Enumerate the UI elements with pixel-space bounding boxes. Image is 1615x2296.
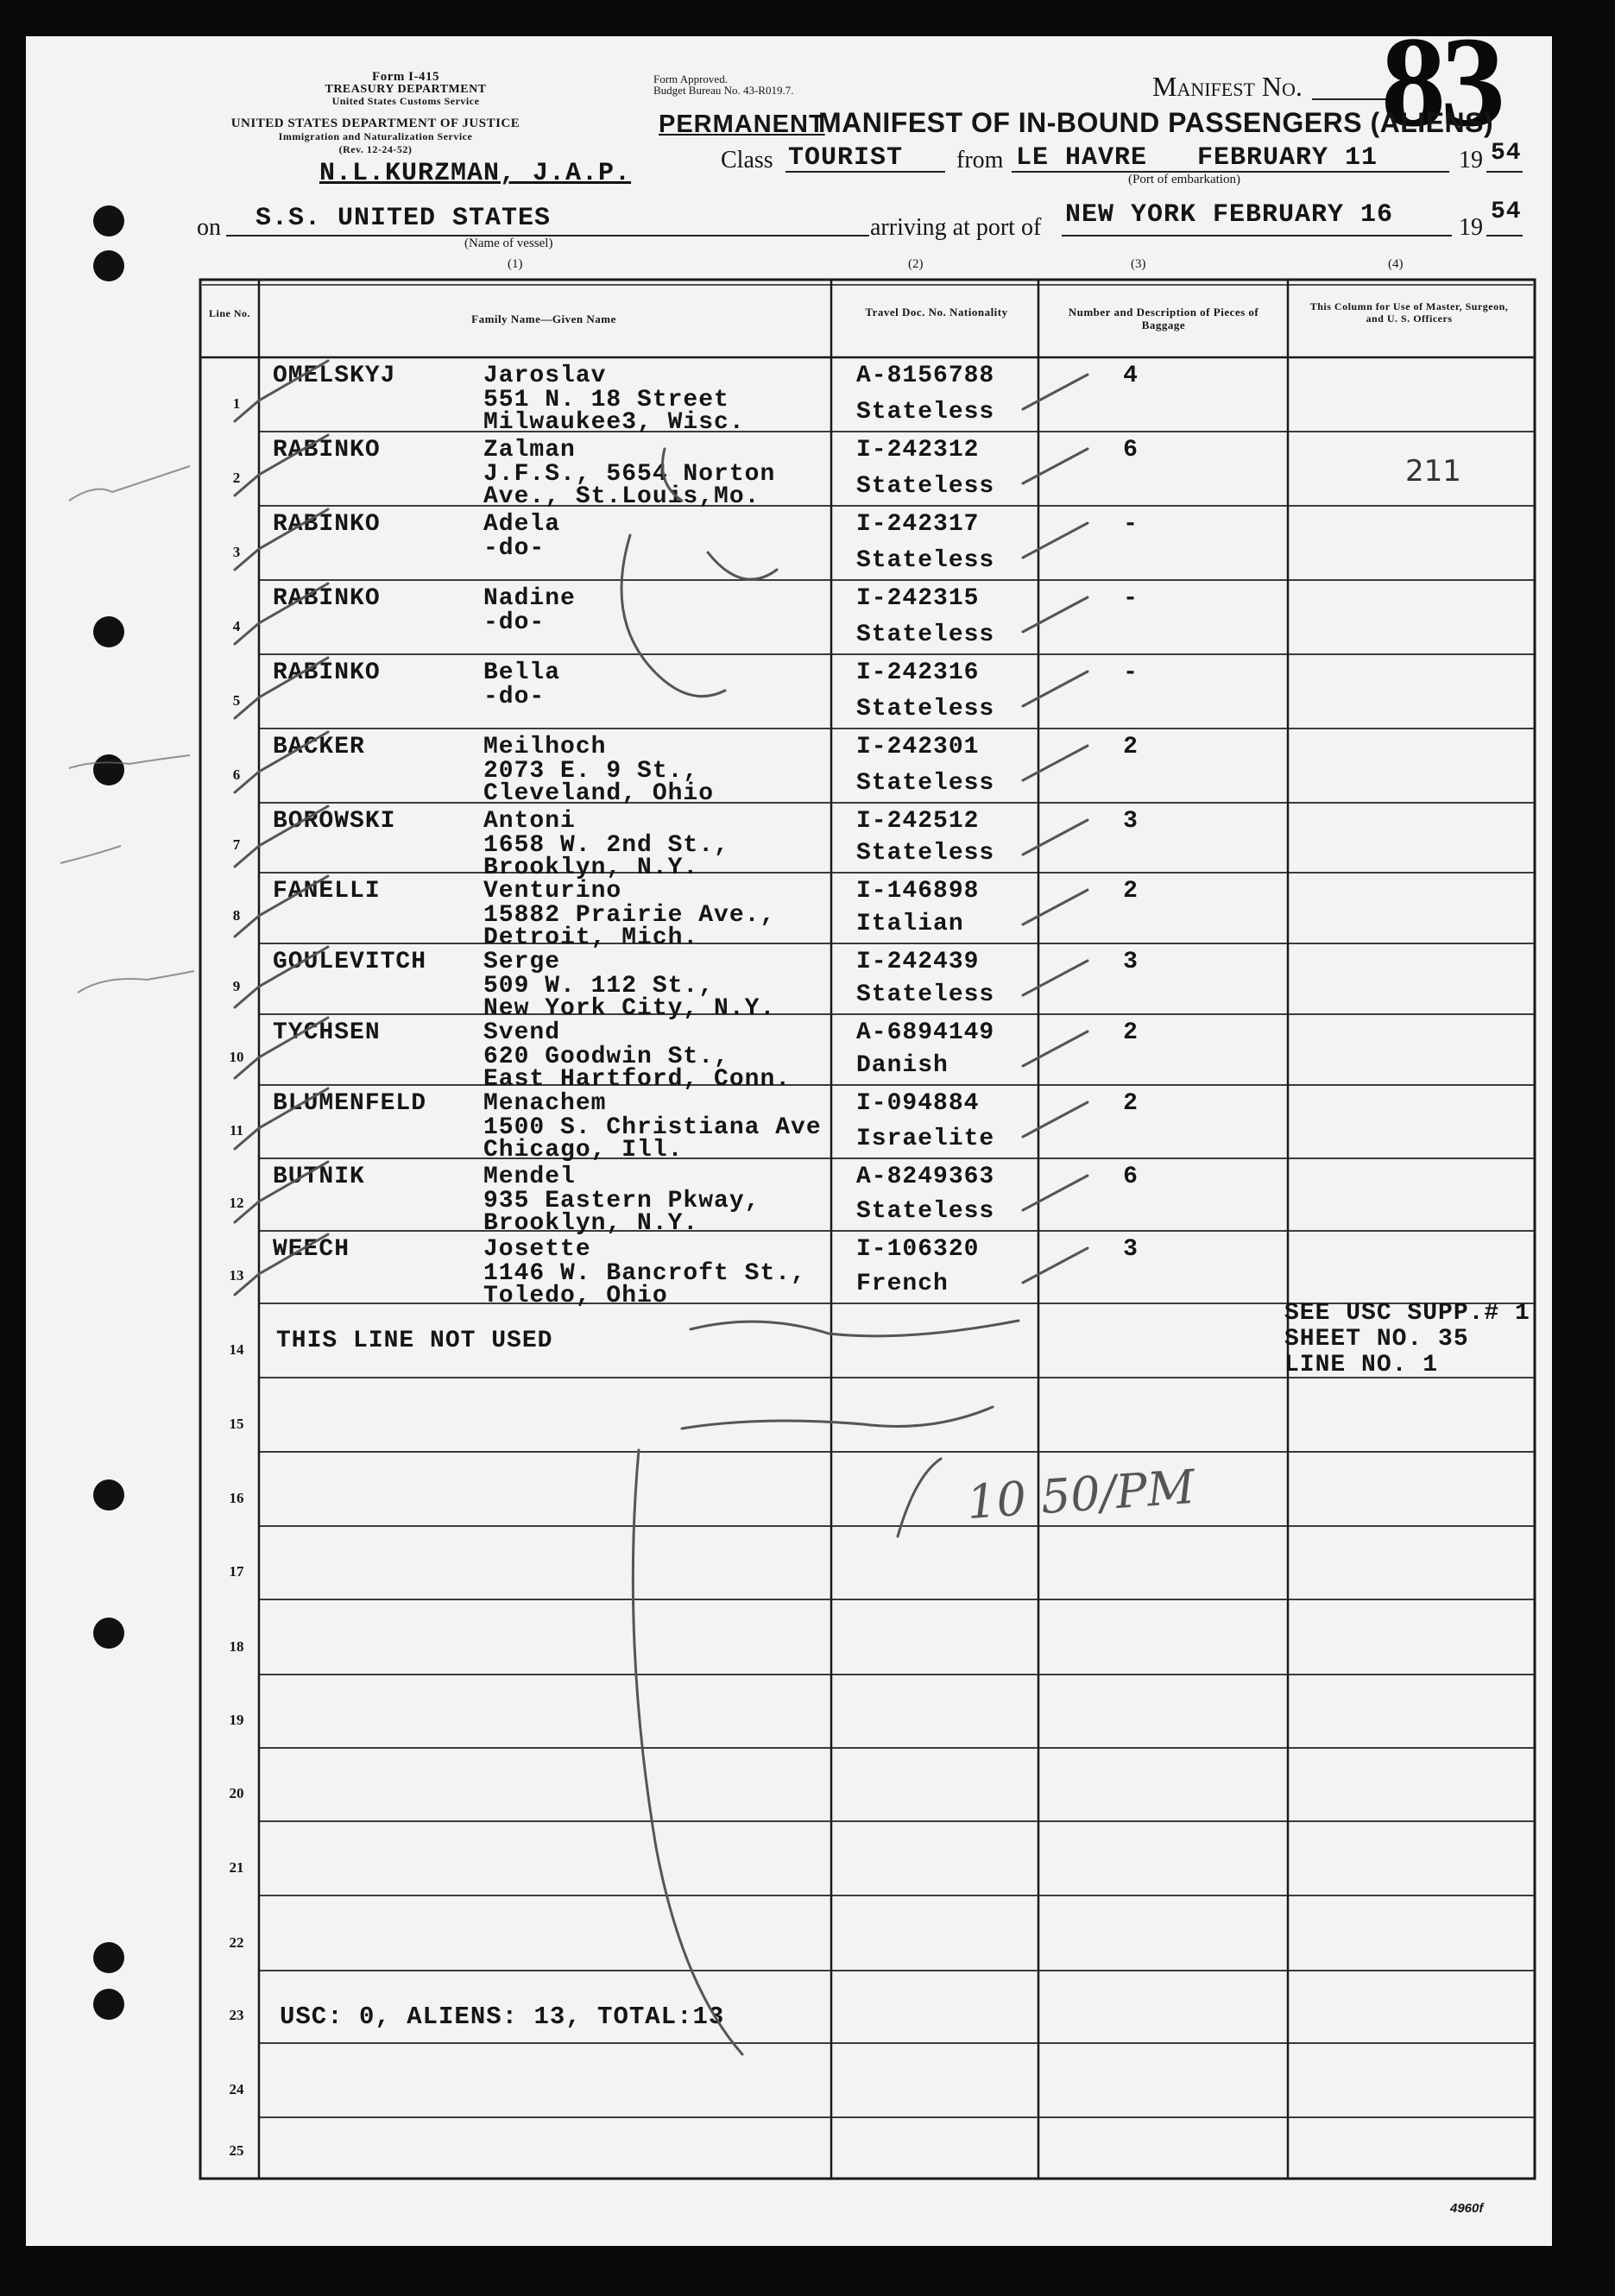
- officer-note: 211: [1405, 454, 1461, 489]
- family-name: FANELLI: [273, 878, 381, 905]
- line-number: 2: [232, 470, 241, 486]
- line-number: 6: [232, 766, 241, 783]
- line-number: 13: [229, 1267, 244, 1284]
- given-name: Jaroslav: [483, 363, 607, 389]
- nationality: Stateless: [856, 547, 995, 574]
- address-line-2: Brooklyn, N.Y.: [483, 855, 699, 881]
- travel-doc-no: I-242317: [856, 511, 980, 538]
- address-line-1: 15882 Prairie Ave.,: [483, 902, 776, 929]
- nationality: Italian: [856, 911, 964, 937]
- family-name: RABINKO: [273, 511, 381, 538]
- from-value: LE HAVRE: [1016, 143, 1148, 173]
- col-1-number: (1): [508, 257, 523, 271]
- address-line-1: -do-: [483, 609, 546, 636]
- nationality: Stateless: [856, 981, 995, 1008]
- baggage-count: 3: [1123, 949, 1139, 975]
- family-name: GOULEVITCH: [273, 949, 427, 975]
- nationality: French: [856, 1271, 949, 1297]
- line-number: 19: [229, 1712, 244, 1728]
- embark-date: FEBRUARY 11: [1197, 143, 1378, 173]
- customs-service: United States Customs Service: [331, 95, 480, 107]
- nationality: Stateless: [856, 1198, 995, 1225]
- line-number: 22: [229, 1934, 244, 1951]
- address-line-2: Brooklyn, N.Y.: [483, 1210, 699, 1237]
- line-not-used: THIS LINE NOT USED: [276, 1328, 553, 1354]
- address-line-2: Cleveland, Ohio: [483, 780, 715, 807]
- given-name: Antoni: [483, 808, 576, 835]
- line-number: 14: [229, 1341, 244, 1358]
- address-line-1: 1146 W. Bancroft St.,: [483, 1260, 806, 1287]
- port-caption: (Port of embarkation): [1128, 173, 1240, 186]
- address-line-1: -do-: [483, 684, 546, 710]
- revision-date: (Rev. 12-24-52): [338, 143, 413, 155]
- line-number: 16: [229, 1490, 244, 1506]
- given-name: Bella: [483, 659, 561, 686]
- col-4-number: (4): [1388, 257, 1404, 271]
- address-line-1: J.F.S., 5654 Norton: [483, 461, 776, 488]
- on-label: on: [197, 214, 221, 241]
- manifest-number: 83: [1381, 10, 1500, 154]
- travel-doc-no: A-8156788: [856, 363, 995, 389]
- ins-service: Immigration and Naturalization Service: [278, 130, 473, 142]
- nationality: Israelite: [856, 1126, 995, 1152]
- supp-note-1: SEE USC SUPP.# 1: [1284, 1300, 1530, 1327]
- line-number: 20: [229, 1785, 244, 1801]
- baggage-count: 2: [1123, 734, 1139, 760]
- travel-doc-no: I-242439: [856, 949, 980, 975]
- line-number: 1: [232, 395, 241, 412]
- given-name: Mendel: [483, 1164, 576, 1190]
- supp-note-3: LINE NO. 1: [1284, 1352, 1439, 1378]
- given-name: Svend: [483, 1019, 561, 1046]
- baggage-count: -: [1123, 585, 1139, 612]
- family-name: BUTNIK: [273, 1164, 365, 1190]
- header-line-no: Line No.: [208, 307, 250, 319]
- line-number: 8: [232, 907, 241, 924]
- line-number: 9: [232, 978, 241, 994]
- line-number: 4: [232, 618, 241, 634]
- line-number: 17: [229, 1563, 244, 1580]
- address-line-1: 1500 S. Christiana Ave: [483, 1114, 822, 1141]
- family-name: OMELSKYJ: [273, 363, 396, 389]
- given-name: Nadine: [483, 585, 576, 612]
- family-name: BOROWSKI: [273, 808, 396, 835]
- line-number: 3: [232, 544, 241, 560]
- line-number: 11: [229, 1122, 244, 1139]
- given-name: Menachem: [483, 1090, 607, 1117]
- given-name: Adela: [483, 511, 561, 538]
- header-officers: This Column for Use of Master, Surgeon, and U. S. Officers: [1309, 300, 1509, 325]
- year2-suffix: 54: [1491, 199, 1522, 225]
- address-line-1: -do-: [483, 535, 546, 562]
- nationality: Stateless: [856, 621, 995, 648]
- family-name: RABINKO: [273, 585, 381, 612]
- travel-doc-no: I-094884: [856, 1090, 980, 1117]
- treasury-dept: TREASURY DEPARTMENT: [325, 83, 487, 96]
- col-2-number: (2): [908, 257, 924, 271]
- baggage-count: 3: [1123, 808, 1139, 835]
- totals-summary: USC: 0, ALIENS: 13, TOTAL:13: [280, 2003, 725, 2031]
- form-number: Form I-415: [372, 70, 439, 84]
- baggage-count: -: [1123, 511, 1139, 538]
- address-line-1: 620 Goodwin St.,: [483, 1044, 729, 1070]
- line-number: 12: [229, 1195, 244, 1211]
- address-line-2: Detroit, Mich.: [483, 924, 699, 951]
- line-number: 21: [229, 1859, 244, 1876]
- travel-doc-no: I-242301: [856, 734, 980, 760]
- baggage-count: 2: [1123, 1090, 1139, 1117]
- address-line-2: East Hartford, Conn.: [483, 1066, 792, 1093]
- given-name: Venturino: [483, 878, 622, 905]
- address-line-2: Chicago, Ill.: [483, 1137, 684, 1164]
- family-name: WEECH: [273, 1236, 350, 1263]
- baggage-count: 6: [1123, 437, 1139, 464]
- travel-doc-no: I-242312: [856, 437, 980, 464]
- given-name: Meilhoch: [483, 734, 607, 760]
- given-name: Josette: [483, 1236, 591, 1263]
- manifest-no-label: Manifest No.: [1152, 71, 1303, 102]
- travel-doc-no: A-6894149: [856, 1019, 995, 1046]
- address-line-2: Milwaukee3, Wisc.: [483, 409, 745, 436]
- line-number: 7: [232, 836, 241, 853]
- address-line-1: 551 N. 18 Street: [483, 387, 729, 413]
- travel-doc-no: A-8249363: [856, 1164, 995, 1190]
- nationality: Stateless: [856, 840, 995, 867]
- supp-note-2: SHEET NO. 35: [1284, 1326, 1469, 1353]
- family-name: RABINKO: [273, 437, 381, 464]
- address-line-2: Ave., St.Louis,Mo.: [483, 483, 760, 510]
- nationality: Stateless: [856, 399, 995, 426]
- nationality: Stateless: [856, 696, 995, 722]
- vessel-caption: (Name of vessel): [464, 237, 553, 250]
- address-line-1: 1658 W. 2nd St.,: [483, 832, 729, 859]
- arriving-label: arriving at port of: [870, 214, 1042, 241]
- line-number: 23: [229, 2007, 244, 2023]
- line-number: 25: [229, 2142, 244, 2159]
- form-approved: Form Approved.: [653, 73, 728, 85]
- baggage-count: 4: [1123, 363, 1139, 389]
- baggage-count: 3: [1123, 1236, 1139, 1263]
- year-suffix: 54: [1491, 140, 1522, 167]
- manifest-title: MANIFEST OF IN-BOUND PASSENGERS (ALIENS): [818, 107, 1494, 138]
- travel-doc-no: I-106320: [856, 1236, 980, 1263]
- address-line-2: Toledo, Ohio: [483, 1283, 668, 1309]
- line-number: 5: [232, 692, 241, 709]
- footer-code: 4960f: [1450, 2201, 1484, 2216]
- officer-name: N.L.KURZMAN, J.A.P.: [319, 159, 632, 188]
- col-3-number: (3): [1131, 257, 1146, 271]
- nationality: Stateless: [856, 770, 995, 797]
- header-travel: Travel Doc. No. Nationality: [865, 306, 1008, 319]
- line-number: 15: [229, 1416, 244, 1432]
- address-line-1: 509 W. 112 St.,: [483, 973, 715, 1000]
- arrival-value: NEW YORK FEBRUARY 16: [1065, 200, 1394, 230]
- line-number: 18: [229, 1638, 244, 1655]
- baggage-count: -: [1123, 659, 1139, 686]
- address-line-1: 2073 E. 9 St.,: [483, 758, 699, 785]
- address-line-1: 935 Eastern Pkway,: [483, 1188, 760, 1214]
- vessel-name: S.S. UNITED STATES: [255, 204, 552, 233]
- baggage-count: 2: [1123, 878, 1139, 905]
- header-baggage: Number and Description of Pieces of Baggage: [1068, 306, 1259, 331]
- family-name: BACKER: [273, 734, 365, 760]
- year-prefix: 19: [1459, 147, 1483, 173]
- handwritten-time: 10 50/PM: [965, 1459, 1197, 1530]
- line-number: 24: [229, 2081, 244, 2097]
- travel-doc-no: I-242316: [856, 659, 980, 686]
- family-name: BLUMENFELD: [273, 1090, 427, 1117]
- year2-prefix: 19: [1459, 214, 1483, 241]
- header-name: Family Name—Given Name: [471, 312, 616, 325]
- permanent-label: PERMANENT: [659, 110, 825, 138]
- nationality: Danish: [856, 1052, 949, 1079]
- from-label: from: [956, 147, 1004, 173]
- budget-bureau: Budget Bureau No. 43-R019.7.: [653, 84, 794, 97]
- given-name: Zalman: [483, 437, 576, 464]
- family-name: TYCHSEN: [273, 1019, 381, 1046]
- line-number: 10: [229, 1049, 244, 1065]
- class-value: TOURIST: [788, 143, 904, 173]
- baggage-count: 6: [1123, 1164, 1139, 1190]
- given-name: Serge: [483, 949, 561, 975]
- nationality: Stateless: [856, 473, 995, 500]
- travel-doc-no: I-242315: [856, 585, 980, 612]
- travel-doc-no: I-146898: [856, 878, 980, 905]
- family-name: RABINKO: [273, 659, 381, 686]
- address-line-2: New York City, N.Y.: [483, 995, 776, 1022]
- baggage-count: 2: [1123, 1019, 1139, 1046]
- travel-doc-no: I-242512: [856, 808, 980, 835]
- justice-dept: UNITED STATES DEPARTMENT OF JUSTICE: [230, 117, 520, 130]
- class-label: Class: [721, 147, 773, 173]
